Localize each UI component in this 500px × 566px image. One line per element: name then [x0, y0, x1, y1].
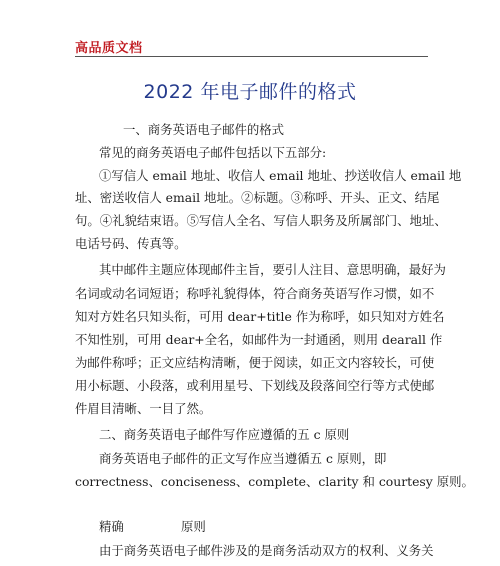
page-title: 2022 年电子邮件的格式: [143, 81, 357, 103]
paragraph-3-line: 名词或动名词短语；称呼礼貌得体，符合商务英语写作习惯，如不: [75, 286, 435, 301]
paragraph-2-line: ①写信人 email 地址、收信人 email 地址、抄送收信人 email 地: [99, 168, 462, 183]
table-cell-left: 精确: [99, 519, 124, 534]
table-cell-right: 原则: [181, 519, 206, 534]
brand-label: 高品质文档: [75, 41, 143, 56]
paragraph-1-line: 常见的商务英语电子邮件包括以下五部分:: [99, 145, 327, 160]
paragraph-4-line: 商务英语电子邮件的正文写作应当遵循五 c 原则，即: [99, 451, 387, 466]
paragraph-2-line: 址、密送收信人 email 地址。②标题。③称呼、开头、正文、结尾: [75, 190, 440, 205]
section-heading-1: 一、商务英语电子邮件的格式: [123, 122, 285, 137]
header-divider: [75, 56, 428, 57]
paragraph-2-line: 句。④礼貌结束语。⑤写信人全名、写信人职务及所属部门、地址、: [75, 213, 447, 228]
paragraph-3-line: 其中邮件主题应体现邮件主旨，要引人注目、意思明确，最好为: [99, 262, 446, 277]
section-heading-2: 二、商务英语电子邮件写作应遵循的五 c 原则: [99, 427, 350, 442]
paragraph-3-line: 为邮件称呼；正文应结构清晰，便于阅读，如正文内容较长，可使: [75, 355, 435, 370]
paragraph-5-line: 由于商务英语电子邮件涉及的是商务活动双方的权利、义务关: [99, 543, 434, 558]
paragraph-2-line: 电话号码、传真等。: [75, 236, 187, 251]
paragraph-4-line: correctness、conciseness、complete、clarity 和 courtesy 原则。: [75, 474, 474, 489]
table-row: [99, 519, 459, 535]
paragraph-3-line: 不知性别，可用 dear+全名，如邮件为一封通函，则用 dearall 作: [75, 332, 443, 347]
paragraph-3-line: 知对方姓名只知头衔，可用 dear+title 作为称呼，如只知对方姓名: [75, 309, 445, 324]
paragraph-3-line: 件眉目清晰、一目了然。: [75, 401, 212, 416]
paragraph-3-line: 用小标题、小段落，或利用星号、下划线及段落间空行等方式使邮: [75, 378, 435, 393]
